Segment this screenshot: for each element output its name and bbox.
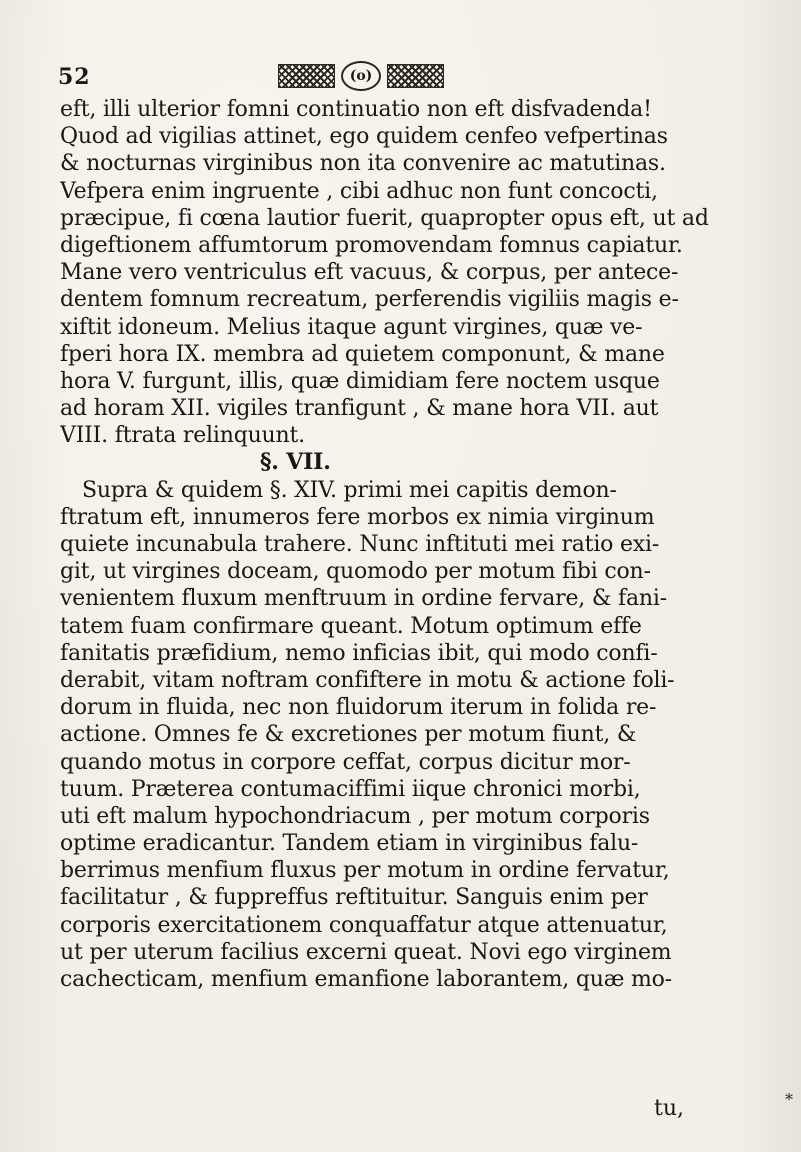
text-line: cacheсticam, menfium emanfione laborantem, quæ mo-: [60, 967, 672, 992]
text-line: tuum. Præterea contumaciffimi iique chronici morbi,: [60, 776, 641, 802]
page-header: [58, 62, 758, 92]
text-line: git, ut virgines doceam, quomodo per motum fibi con-: [60, 559, 651, 585]
body-text: [60, 96, 766, 993]
text-line: Mane vero ventriculus eft vacuus, & corpus, per antece-: [60, 260, 679, 286]
text-line: hora V. furgunt, illis, quæ dimidiam fere noctem usque: [60, 368, 660, 394]
text-line: derabit, vitam noftram confiftere in motu & actione foli-: [60, 667, 675, 693]
text-line: dentem fomnum recreatum, perferendis vigiliis magis e-: [60, 287, 679, 313]
text-line: præcipue, fi cœna lautior fuerit, quapropter opus eft, ut ad: [60, 205, 709, 231]
section-heading: §. VII.: [260, 449, 331, 476]
text-line: Supra & quidem §. XIV. primi mei capitis demon-: [82, 477, 617, 503]
text-line: venientem fluxum menftruum in ordine fervare, & fani-: [60, 586, 667, 612]
text-line: quiete incunabula trahere. Nunc inftituti mei ratio exi-: [60, 532, 660, 557]
text-line: ad horam XII. vigiles tranfigunt , & mane hora VII. aut: [60, 396, 659, 422]
text-line: corporis exercitationem conquaffatur atque attenuatur,: [60, 912, 668, 938]
header-ornament: [278, 62, 578, 90]
text-line: eft, illi ulterior fomni continuatio non eft disfvadenda!: [60, 97, 652, 122]
text-line: xiftit idoneum. Melius itaque agunt virgines, quæ ve-: [60, 314, 643, 340]
text-line: quando motus in corpore ceffat, corpus dicitur mor-: [60, 749, 631, 775]
text-line: Vefpera enim ingruente , cibi adhuc non funt concocti,: [60, 178, 658, 204]
text-line: & nocturnas virginibus non ita convenire ac matutinas.: [60, 151, 666, 177]
text-line: tatem fuam confirmare queant. Motum optimum effe: [60, 613, 642, 639]
text-line: fperi hora IX. membra ad quietem componunt, & mane: [60, 341, 665, 367]
text-line: berrimus menfium fluxus per motum in ordine fervatur,: [60, 858, 670, 884]
text-line: digeftionem affumtorum promovendam fomnus capiatur.: [60, 232, 683, 258]
ornament-right: [387, 64, 444, 88]
text-line: VIII. ftrata relinquunt.: [60, 423, 305, 449]
margin-mark: *: [785, 1090, 793, 1109]
text-line: facilitatur , & fuppreffus reftituitur. Sanguis enim per: [60, 885, 648, 911]
text-line: optime eradicantur. Tandem etiam in virginibus falu-: [60, 831, 639, 857]
text-line: ut per uterum facilius excerni queat. Novi ego virginem: [60, 939, 672, 965]
text-line: dorum in fluida, nec non fluidorum iterum in folida re-: [60, 695, 657, 721]
page-number: 52: [58, 64, 91, 90]
text-line: uti eft malum hypochondriacum , per motum corporis: [60, 803, 650, 829]
catchword: tu,: [654, 1096, 685, 1121]
text-line: Quod ad vigilias attinet, ego quidem cenfeo vefpertinas: [60, 124, 668, 150]
text-line: ftratum eft, innumeros fere morbos ex nimia virginum: [60, 504, 655, 530]
ornament-center: (o): [341, 61, 381, 91]
text-line: actione. Omnes fe & excretiones per motum fiunt, &: [60, 722, 637, 748]
text-line: fanitatis præfidium, nemo inficias ibit, qui modo confi-: [60, 640, 658, 666]
ornament-left: [278, 64, 335, 88]
